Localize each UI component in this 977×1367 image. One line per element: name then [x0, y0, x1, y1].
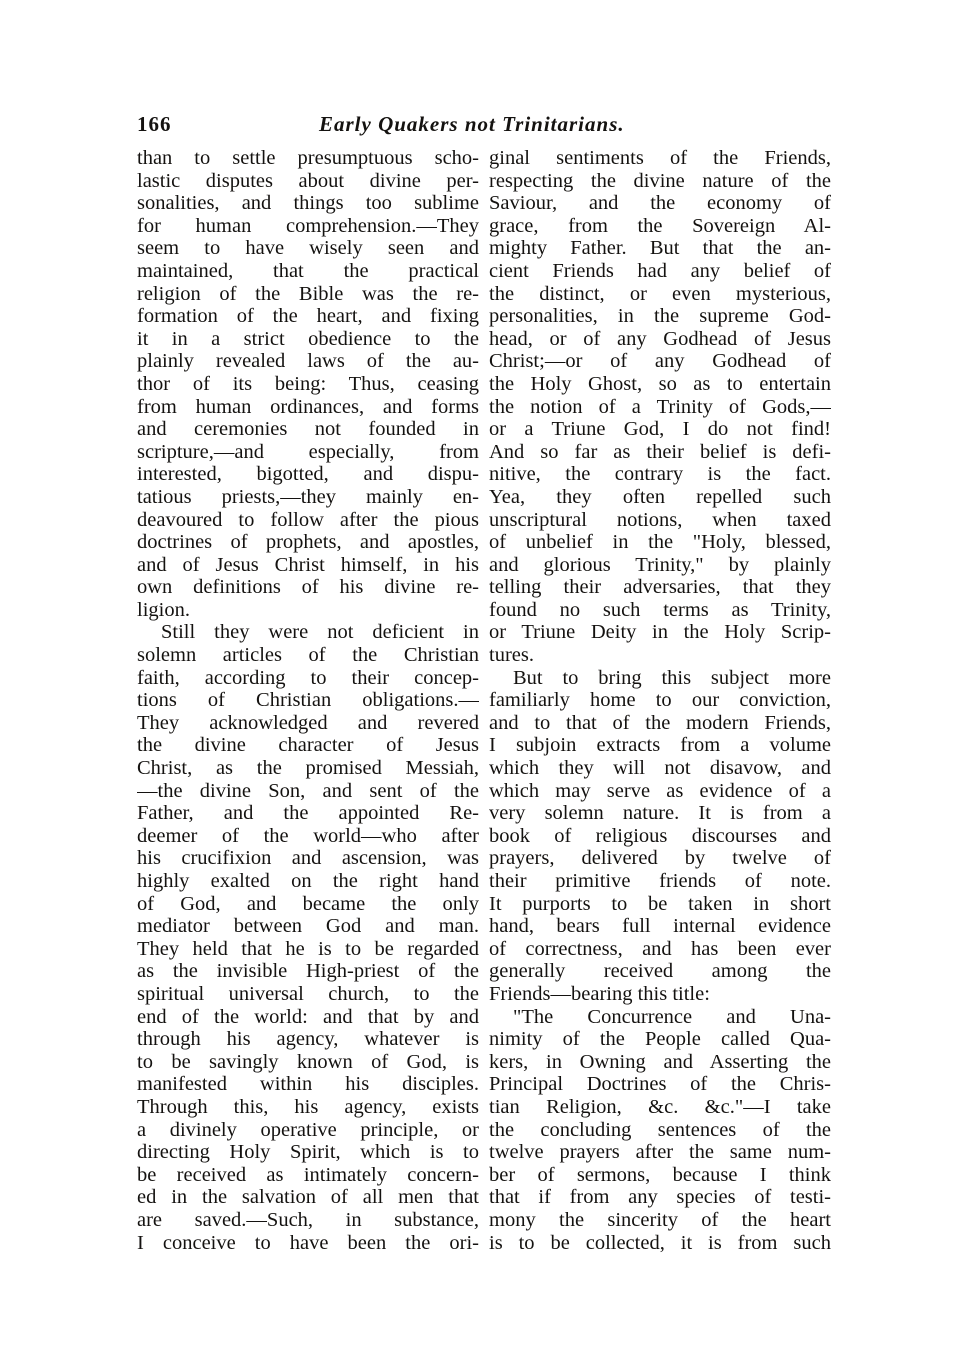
text-line: It purports to be taken in short [489, 892, 831, 915]
text-line: be received as intimately concern- [137, 1163, 479, 1186]
text-line: plainly revealed laws of the au- [137, 350, 479, 373]
text-line: respecting the divine nature of the [489, 169, 831, 192]
text-line: scripture,—and especially, from [137, 440, 479, 463]
text-line: the Holy Ghost, so as to entertain [489, 372, 831, 395]
text-line: the divine character of Jesus [137, 734, 479, 757]
text-line: Christ;—or of any Godhead of [489, 350, 831, 373]
text-line: their primitive friends of note. [489, 870, 831, 892]
text-line: of unbelief in the "Holy, blessed, [489, 531, 831, 554]
text-line: Still they were not deficient in [161, 621, 479, 644]
text-line: familiarly home to our conviction, [489, 689, 831, 712]
text-line: Christ, as the promised Messiah, [137, 757, 479, 780]
text-line: a divinely operative principle, or [137, 1118, 479, 1141]
text-line: tions of Christian obligations.— [137, 689, 479, 712]
page-number: 166 [137, 112, 172, 136]
text-line: highly exalted on the right hand [137, 870, 479, 892]
text-line: Yea, they often repelled such [489, 485, 831, 508]
text-line: lastic disputes about divine per- [137, 169, 479, 192]
text-line: which they will not disavow, and [489, 757, 831, 780]
text-line: ligion. [137, 598, 190, 621]
text-line: manifested within his disciples. [137, 1073, 479, 1096]
text-line: through his agency, whatever is [137, 1028, 479, 1051]
text-line: nitive, the contrary is the fact. [489, 463, 831, 486]
text-line: that if from any species of testi- [489, 1186, 831, 1209]
text-line: mighty Father. But that the an- [489, 237, 831, 260]
text-line: of God, and became the only [137, 892, 479, 915]
text-line: to be savingly known of God, is [137, 1050, 479, 1073]
text-line: But to bring this subject more [513, 666, 831, 689]
text-line: faith, according to their concep- [137, 666, 479, 689]
right-text-column [489, 147, 831, 1254]
text-line: hand, bears full internal evidence [489, 915, 831, 938]
text-line: maintained, that the practical [137, 259, 479, 282]
text-line: and to that of the modern Friends, [489, 711, 831, 734]
text-line: twelve prayers after the same num- [489, 1141, 831, 1164]
text-line: Through this, his agency, exists [137, 1095, 479, 1118]
text-line: ginal sentiments of the Friends, [489, 147, 831, 169]
text-line: found no such terms as Trinity, [489, 598, 831, 621]
text-line: kers, in Owning and Asserting the [489, 1050, 831, 1073]
text-line: tures. [489, 644, 534, 667]
text-line: and of Jesus Christ himself, in his [137, 553, 479, 576]
text-line: spiritual universal church, to the [137, 982, 479, 1005]
text-line: ed in the salvation of all men that [137, 1186, 479, 1209]
text-line: Friends—bearing this title: [489, 982, 710, 1005]
text-line: religion of the Bible was the re- [137, 282, 479, 305]
running-title: Early Quakers not Trinitarians. [319, 112, 625, 136]
text-line: and glorious Trinity," by plainly [489, 553, 831, 576]
text-line: the concluding sentences of the [489, 1118, 831, 1141]
text-line: grace, from the Sovereign Al- [489, 214, 831, 237]
text-line: unscriptural notions, when taxed [489, 508, 831, 531]
text-line: for human comprehension.—They [137, 214, 479, 237]
text-line: is to be collected, it is from such [489, 1231, 831, 1254]
text-line: are saved.—Such, in substance, [137, 1208, 479, 1231]
text-line: They held that he is to be regarded [137, 937, 479, 960]
text-line: formation of the heart, and fixing [137, 305, 479, 328]
text-line: it in a strict obedience to the [137, 327, 479, 350]
text-line: mediator between God and man. [137, 915, 479, 938]
text-line: solemn articles of the Christian [137, 644, 479, 667]
text-line: of correctness, and has been ever [489, 937, 831, 960]
text-line: than to settle presumptuous scho- [137, 147, 479, 169]
text-line: cient Friends had any belief of [489, 259, 831, 282]
text-line: I subjoin extracts from a volume [489, 734, 831, 757]
text-line: his crucifixion and ascension, was [137, 847, 479, 870]
text-line: and ceremonies not founded in [137, 418, 479, 441]
text-line: doctrines of prophets, and apostles, [137, 531, 479, 554]
text-line: book of religious discourses and [489, 824, 831, 847]
text-line: interested, bigotted, and dispu- [137, 463, 479, 486]
left-text-column [137, 147, 479, 1254]
text-line: very solemn nature. It is from a [489, 802, 831, 825]
text-line: own definitions of his divine re- [137, 576, 479, 599]
text-line: Saviour, and the economy of [489, 192, 831, 215]
text-line: I conceive to have been the ori- [137, 1231, 479, 1254]
text-line: nimity of the People called Qua- [489, 1028, 831, 1051]
text-line: And so far as their belief is defi- [489, 440, 831, 463]
text-line: end of the world: and that by and [137, 1005, 479, 1028]
text-line: generally received among the [489, 960, 831, 983]
text-line: seem to have wisely seen and [137, 237, 479, 260]
text-line: ber of sermons, because I think [489, 1163, 831, 1186]
text-line: deemer of the world—who after [137, 824, 479, 847]
text-line: deavoured to follow after the pious [137, 508, 479, 531]
text-line: or Triune Deity in the Holy Scrip- [489, 621, 831, 644]
text-line: which may serve as evidence of a [489, 779, 831, 802]
text-line: personalities, in the supreme God- [489, 305, 831, 328]
text-line: —the divine Son, and sent of the [137, 779, 479, 802]
text-line: or a Triune God, I do not find! [489, 418, 831, 441]
text-line: Father, and the appointed Re- [137, 802, 479, 825]
text-line: as the invisible High-priest of the [137, 960, 479, 983]
text-line: directing Holy Spirit, which is to [137, 1141, 479, 1164]
page-header [137, 112, 837, 142]
text-line: They acknowledged and revered [137, 711, 479, 734]
text-line: from human ordinances, and forms [137, 395, 479, 418]
text-line: tatious priests,—they mainly en- [137, 485, 479, 508]
text-line: the distinct, or even mysterious, [489, 282, 831, 305]
text-line: head, or of any Godhead of Jesus [489, 327, 831, 350]
text-line: "The Concurrence and Una- [513, 1005, 831, 1028]
text-line: mony the sincerity of the heart [489, 1208, 831, 1231]
text-line: the notion of a Trinity of Gods,— [489, 395, 831, 418]
text-line: sonalities, and things too sublime [137, 192, 479, 215]
text-line: prayers, delivered by twelve of [489, 847, 831, 870]
text-line: thor of its being: Thus, ceasing [137, 372, 479, 395]
text-line: telling their adversaries, that they [489, 576, 831, 599]
text-line: tian Religion, &c. &c."—I take [489, 1095, 831, 1118]
text-line: Principal Doctrines of the Chris- [489, 1073, 831, 1096]
